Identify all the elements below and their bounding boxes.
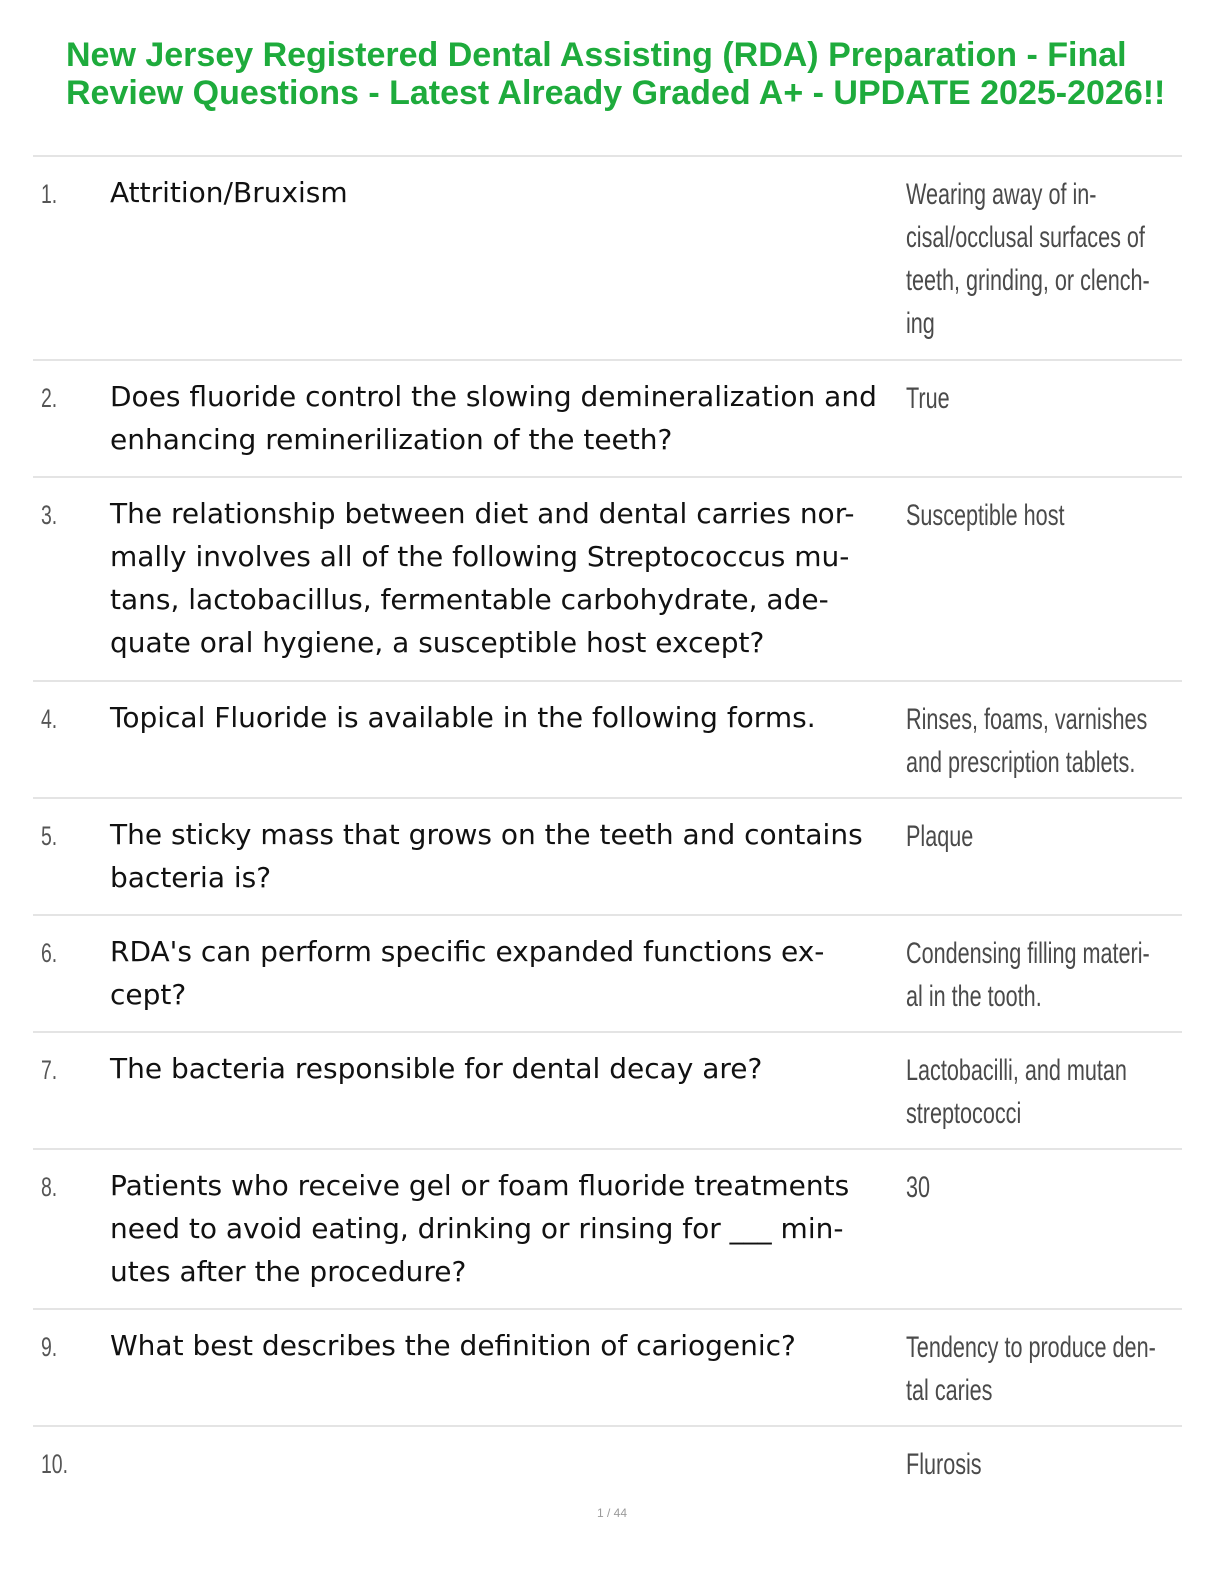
- qa-row: [33, 1427, 1182, 1497]
- answer-text: Tendency to produce den-tal caries: [906, 1331, 1156, 1407]
- question-text: RDA's can perform specific expanded functions ex-cept?: [110, 935, 825, 1011]
- answer-text: True: [906, 382, 950, 415]
- answer-text: Lactobacilli, and mutan streptococci: [906, 1054, 1127, 1130]
- question-text: Does fluoride control the slowing demineralization and enhancing reminerilization of the teeth?: [110, 380, 877, 456]
- item-number: 10.: [41, 1449, 69, 1479]
- page-number: 1 / 44: [596, 1506, 628, 1520]
- answer-text: Susceptible host: [906, 499, 1065, 532]
- qa-row: [33, 361, 1182, 478]
- item-number: 6.: [41, 938, 58, 968]
- question-text: The relationship between diet and dental carries nor-mally involves all of the following Streptococcus mu-tans, lactobacillus, fermentable carbohydrate, ade-quate oral hygiene, a susceptible host except?: [110, 497, 855, 659]
- qa-row: [33, 916, 1182, 1033]
- qa-row: [33, 1033, 1182, 1150]
- qa-list: [33, 155, 1182, 1497]
- qa-row: [33, 799, 1182, 916]
- question-text: Patients who receive gel or foam fluoride treatments need to avoid eating, drinking or rinsing for ___ min-utes after the procedure?: [110, 1169, 850, 1288]
- question-text: Attrition/Bruxism: [110, 176, 348, 209]
- item-number: 7.: [41, 1055, 58, 1085]
- answer-text: Flurosis: [906, 1448, 982, 1481]
- question-text: The bacteria responsible for dental decay are?: [110, 1052, 763, 1085]
- document-title: New Jersey Registered Dental Assisting (RDA) Preparation - Final Review Questions - Latest Already Graded A+ - UPDATE 2025-2026!!: [66, 36, 1166, 112]
- item-number: 4.: [41, 704, 58, 734]
- answer-text: Plaque: [906, 820, 974, 853]
- item-number: 9.: [41, 1332, 58, 1362]
- qa-row: [33, 682, 1182, 799]
- answer-text: 30: [906, 1171, 931, 1204]
- answer-text: Wearing away of in-cisal/occlusal surfaces of teeth, grinding, or clench-ing: [906, 178, 1150, 340]
- question-text: Topical Fluoride is available in the following forms.: [110, 701, 816, 734]
- item-number: 2.: [41, 383, 58, 413]
- item-number: 3.: [41, 500, 58, 530]
- qa-row: [33, 478, 1182, 682]
- item-number: 5.: [41, 821, 58, 851]
- answer-text: Rinses, foams, varnishes and prescription tablets.: [906, 703, 1148, 779]
- question-text: What best describes the definition of cariogenic?: [110, 1329, 796, 1362]
- qa-row: [33, 1150, 1182, 1310]
- item-number: 1.: [41, 179, 58, 209]
- qa-row: [33, 1310, 1182, 1427]
- item-number: 8.: [41, 1172, 58, 1202]
- question-text: The sticky mass that grows on the teeth and contains bacteria is?: [110, 818, 863, 894]
- answer-text: Condensing filling materi-al in the tooth.: [906, 937, 1150, 1013]
- qa-row: [33, 157, 1182, 361]
